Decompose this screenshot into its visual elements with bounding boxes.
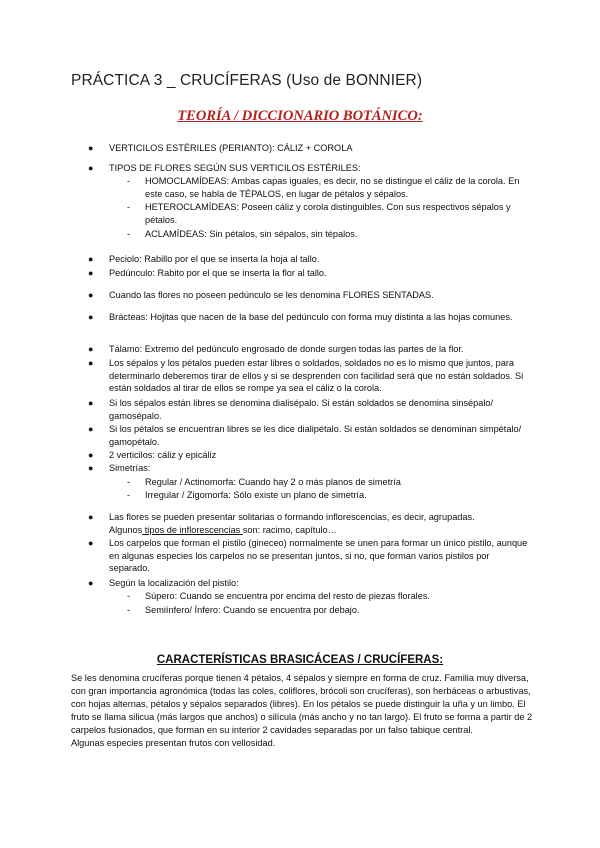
dash-icon: - [127, 176, 131, 186]
bullet-icon: ● [88, 312, 94, 322]
bullet-icon: ● [88, 463, 94, 473]
dash-icon: - [127, 202, 131, 212]
page-title: PRÁCTICA 3 _ CRUCÍFERAS (Uso de BONNIER) [71, 72, 423, 89]
bullet-icon: ● [88, 424, 94, 434]
bullet-icon: ● [88, 143, 94, 153]
bullet-icon: ● [88, 290, 94, 300]
dash-icon: - [127, 477, 131, 487]
dash-icon: - [127, 229, 131, 239]
dash-icon: - [127, 591, 131, 601]
bullet-icon: ● [88, 398, 94, 408]
bullet-icon: ● [88, 268, 94, 278]
bullet-icon: ● [88, 254, 94, 264]
bullet-icon: ● [88, 163, 94, 173]
bullet-icon: ● [88, 578, 94, 588]
section-heading-cruciferas: CARACTERÍSTICAS BRASICÁCEAS / CRUCÍFERAS: [156, 654, 444, 666]
bullet-icon: ● [88, 450, 94, 460]
dash-icon: - [127, 605, 131, 615]
section-heading-theory: TEORÍA / DICCIONARIO BOTÁNICO: [177, 108, 423, 124]
bullet-icon: ● [88, 512, 94, 522]
cruciferas-paragraph: Se les denomina crucíferas porque tienen 4 pétalos, 4 sépalos y siempre en forma de cruz. Familia muy diversa, con gran importancia agronómica (todas las coles, coliflores, brócoli son crucíferas), son herbáceas o arbustivas, con hojas alternas, pétalos y sépalos separados (libres). En los pétalos se puede distinguir la uña y un limbo. El fruto se llama silicua (más largos que anchos) o silícula (más ancho y no tan largo). El fruto se forma a partir de 2 carpelos fusionados, que forman en su interior 2 cavidades separadas por un falso tabique central. Algunas especies presentan frutos con vellosidad. [71, 673, 533, 749]
dash-icon: - [127, 490, 131, 500]
bullet-icon: ● [88, 538, 94, 548]
bullet-icon: ● [88, 344, 94, 354]
inflorescence-link[interactable]: tipos de inflorescencias [142, 524, 243, 535]
document-page: PRÁCTICA 3 _ CRUCÍFERAS (Uso de BONNIER) TEORÍA / DICCIONARIO BOTÁNICO: ● VERTICILOS ESTÉRILES (PERIANTO): CÁLIZ + COROLA ● TIPOS DE FLORES SEGÚN SUS VERTICILOS ESTÉRILES: - HOMOCLAMÍDEAS: Ambas capas iguales, es decir, no se distingue el cáliz de la corola. En este caso, se habla de TÉPALOS, en lugar de pétalos y sépalos. - HETEROCLAMÍDEAS: Poseen cáliz y corola distinguibles. Con sus respectivos sépalos y pétalos. - ACLAMÍDEAS: Sin pétalos, sin sépalos, sin tépalos. ● Peciolo: Rabillo por el que se inserta la hoja al tallo. ● Pedúnculo: Rabito por el que se inserta la flor al tallo. ● Cuando las flores no poseen pedúnculo se les denomina FLORES SENTADAS. ● Brácteas: Hojitas que nacen de la base del pedúnculo con forma muy distinta a las hojas comunes. ● Tálamo: Extremo del pedúnculo engrosado de donde surgen todas las partes de la flor. ● Los sépalos y los pétalos pueden estar libres o soldados, soldados no es lo mismo que juntos, para determinarlo deberemos tirar de ellos y si se desprenden con facilidad será que no están soldados. Si están soldados al tirar de ellos se rompe ya sea el cáliz o la corola. ● Si los sépalos están libres se denomina dialisépalo. Si están soldados se denomina sinsépalo/ gamosépalo. ● Si los pétalos se encuentran libres se les dice dialipétalo. Si están soldados se denominan simpétalo/ gamopétalo. ● 2 verticilos: cáliz y epicáliz ● Simetrías: - Regular / Actinomorfa: Cuando hay 2 o más planos de simetría - Irregular / Zigomorfa: Sólo existe un plano de simetría. ● Las flores se pueden presentar solitarias o formando inflorescencias, es decir, agrupadas. Algunos tipos de inflorescencias son: racimo, capítulo… ● Los carpelos que forman el pistilo (gineceo) normalmente se unen para formar un único pistilo, aunque en algunas especies los carpelos no se presentan juntos, si no, que forman varios pistilos por separado. ● Según la localización del pistilo: - Súpero: Cuando se encuentra por encima del resto de piezas florales. - Semiínfero/ Ínfero: Cuando se encuentra por debajo. CARACTERÍSTICAS BRASICÁCEAS / CRUCÍFERAS: Se les denomina crucíferas porque tienen 4 pétalos, 4 sépalos y siempre en forma de cruz. Familia muy diversa, con gran importancia agronómica (todas las coles, coliflores, brócoli son crucíferas), son herbáceas o arbustivas, con hojas alternas, pétalos y sépalos separados (libres). En los pétalos se puede distinguir la uña y un limbo. El fruto se llama silicua (más largos que anchos) o silícula (más ancho y no tan largo). El fruto se forma a partir de 2 carpelos fusionados, que forman en su interior 2 cavidades separadas por un falso tabique central. Algunas especies presentan frutos con vellosidad. [0, 0, 600, 848]
bullet-icon: ● [88, 358, 94, 368]
